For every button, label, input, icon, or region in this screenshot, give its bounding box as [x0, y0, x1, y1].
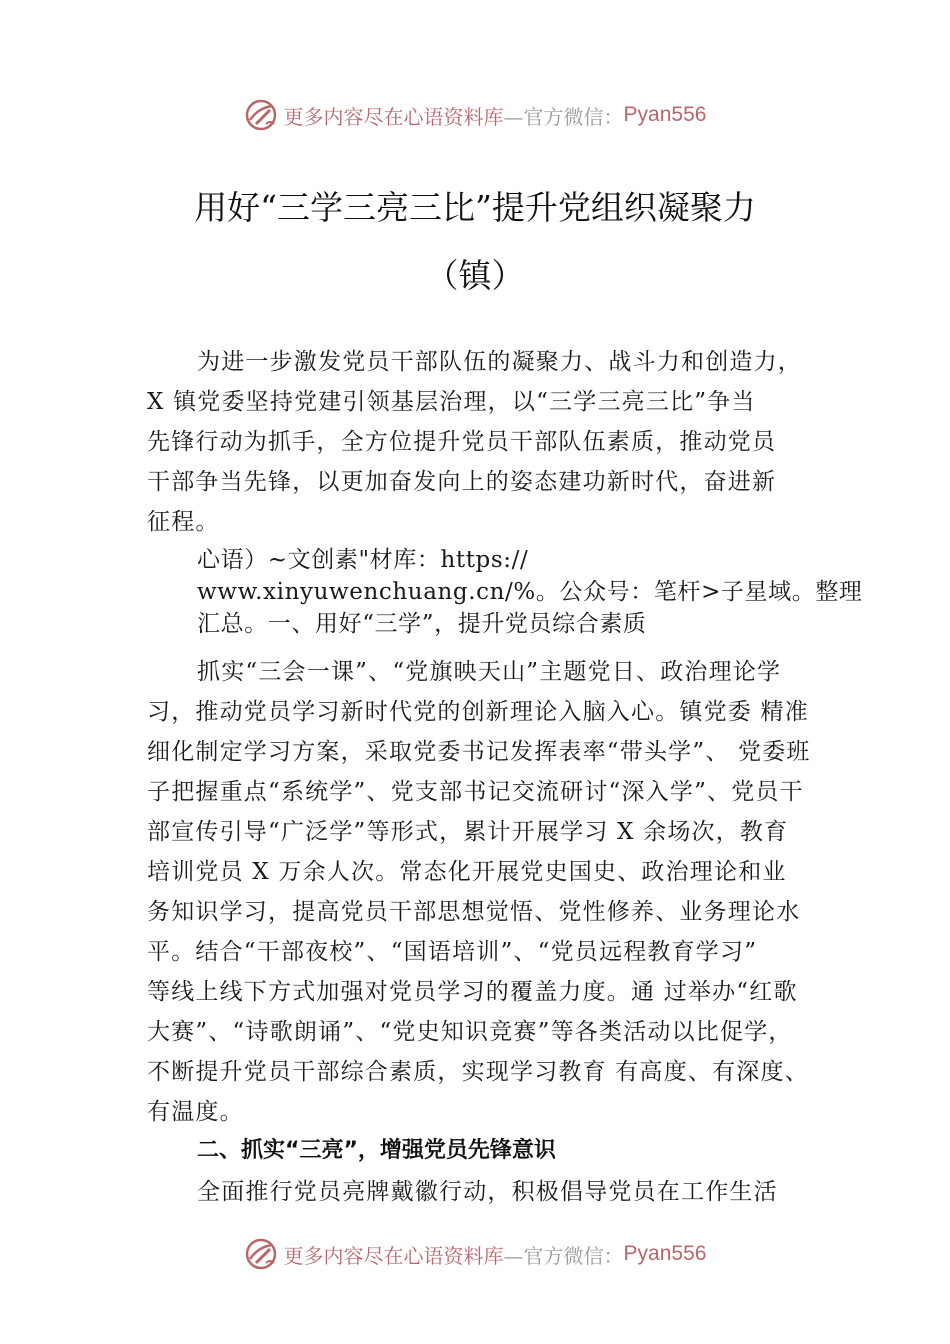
text-line: 为进一步激发党员干部队伍的凝聚力、战斗力和创造力， [197, 349, 802, 375]
banner-library-text: 更多内容尽在心语资料库 [283, 1243, 504, 1268]
text-line: 心语）~文创素"材库：https:// [197, 547, 529, 573]
intro-paragraph [147, 342, 837, 542]
text-line: 干部争当先锋，以更加奋发向上的姿态建功新时代，奋进新 [147, 469, 777, 495]
source-note-paragraph [147, 544, 863, 640]
banner-wechat-label: —官方微信： [503, 104, 624, 129]
banner-wechat-id: Pyan556 [623, 1242, 707, 1265]
text-line: 等线上线下方式加强对党员学习的覆盖力度。通 过举办“红歌 [147, 979, 798, 1005]
text-line: 抓实“三会一课”、“党旗映天山”主题党日、政治理论学 [197, 659, 782, 685]
text-line: 汇总。一、用好“三学”，提升党员综合素质 [197, 611, 647, 637]
top-watermark-banner [0, 95, 950, 135]
banner-wechat-id: Pyan556 [623, 103, 707, 126]
text-line: 习，推动党员学习新时代党的创新理论入脑入心。镇党委 精准 [147, 699, 809, 725]
section2-paragraph [147, 1172, 837, 1212]
text-line: 全面推行党员亮牌戴徽行动，积极倡导党员在工作生活 [197, 1179, 778, 1205]
document-title: 用好“三学三亮三比”提升党组织凝聚力 [194, 188, 756, 227]
text-line: 培训党员 X 万余人次。常态化开展党史国史、政治理论和业 [147, 859, 787, 885]
text-line: 务知识学习，提高党员干部思想觉悟、党性修养、业务理论水 [147, 899, 801, 925]
text-line: 部宣传引导“广泛学”等形式，累计开展学习 X 余场次，教育 [147, 819, 789, 845]
text-line: 不断提升党员干部综合素质，实现学习教育 有高度、有深度、 [147, 1059, 809, 1085]
section2-heading: 二、抓实“三亮”，增强党员先锋意识 [197, 1138, 556, 1163]
text-line: www.xinyuwenchuang.cn/%。公众号：笔杆>子星域。整理 [197, 579, 863, 605]
text-line: 有温度。 [147, 1099, 244, 1125]
pen-stamp-logo-icon [244, 1237, 278, 1271]
pen-stamp-logo-icon [244, 98, 278, 132]
text-line: 平。结合“干部夜校”、“国语培训”、“党员远程教育学习” [147, 939, 758, 965]
text-line: 先锋行动为抓手，全方位提升党员干部队伍素质，推动党员 [147, 429, 777, 455]
banner-library-text: 更多内容尽在心语资料库 [283, 104, 504, 129]
document-subtitle: （镇） [425, 256, 525, 295]
text-line: 大赛”、“诗歌朗诵”、“党史知识竞赛”等各类活动以比促学， [147, 1019, 793, 1045]
banner-wechat-label: —官方微信： [503, 1243, 624, 1268]
text-line: 子把握重点“系统学”、党支部书记交流研讨“深入学”、党员干 [147, 779, 804, 805]
text-line: 征程。 [147, 509, 220, 535]
bottom-watermark-banner [0, 1234, 950, 1274]
section1-paragraph [147, 652, 837, 1132]
text-line: 细化制定学习方案，采取党委书记发挥表率“带头学”、 党委班 [147, 739, 811, 765]
text-line: X 镇党委坚持党建引领基层治理，以“三学三亮三比”争当 [147, 389, 756, 415]
